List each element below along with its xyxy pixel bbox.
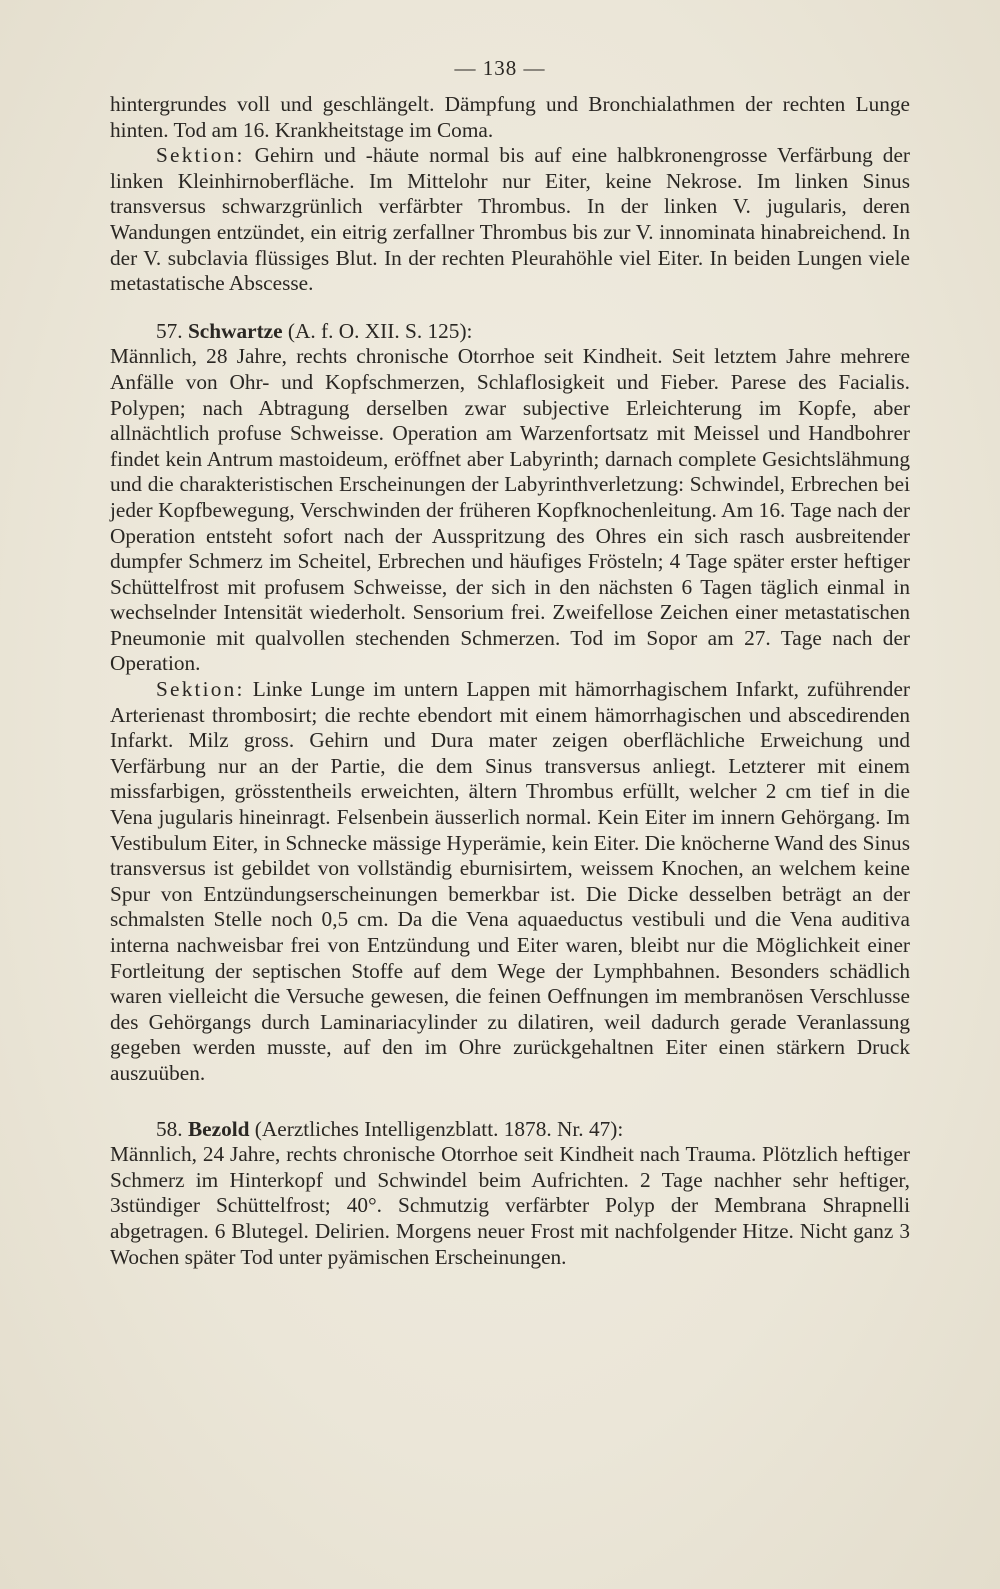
case-57-autopsy	[110, 677, 910, 1087]
case-57-history: Männlich, 28 Jahre, rechts chronische Otorrhoe seit Kindheit. Seit letztem Jahre mehrere Anfälle von Ohr- und Kopfschmerzen, Schlaflosigkeit und Fieber. Parese des Facialis. Polypen; nach Abtragung derselben zwar subjective Erleichterung im Kopfe, aber allnächtlich profuse Schweisse. Operation am Warzenfortsatz mit Meissel und Handbohrer findet kein Antrum mastoideum, eröffnet aber Labyrinth; darnach complete Gesichtslähmung und die charakteristischen Erscheinungen der Labyrinthverletzung: Schwindel, Erbrechen bei jeder Kopfbewegung, Verschwinden der früheren Kopfknochenleitung. Am 16. Tage nach der Operation entsteht sofort nach der Ausspritzung des Ohres ein sich rasch ausbreitender dumpfer Schmerz im Scheitel, Erbrechen und häufiges Frösteln; 4 Tage später erster heftiger Schüttelfrost mit profusem Schweisse, der sich in den nächsten 6 Tagen täglich einmal in wechselnder Intensität wiederholt. Sensorium frei. Zweifellose Zeichen einer metastatischen Pneumonie mit qualvollen stechenden Schmerzen. Tod im Sopor am 27. Tage nach der Operation.	[110, 344, 910, 676]
case-58-citation: (Aerztliches Intelligenzblatt. 1878. Nr. 47):	[249, 1116, 624, 1141]
text-column	[110, 92, 910, 1270]
autopsy-text: Linke Lunge im untern Lappen mit hämorrhagischem Infarkt, zuführender Arterienast thrombosirt; die rechte ebendort mit einem hämorrhagischen und abscedirenden Infarkt. Milz gross. Gehirn und Dura mater zeigen oberflächliche Erweichung und Verfärbung nur an der Partie, die dem Sinus transversus anliegt. Letzterer mit einem missfarbigen, grösstentheils erweichten, ältern Thrombus erfüllt, welcher 2 cm tief in die Vena jugularis hineinragt. Felsenbein äusserlich normal. Kein Eiter im innern Gehörgang. Im Vestibulum Eiter, in Schnecke mässige Hyperämie, kein Eiter. Die knöcherne Wand des Sinus transversus ist gebildet von vollständig eburnisirtem, weissem Knochen, an welchem keine Spur von Entzündungserscheinungen bemerkbar ist. Die Dicke desselben beträgt an der schmalsten Stelle noch 0,5 cm. Da die Vena aquaeductus vestibuli und die Vena auditiva interna nachweisbar frei von Entzündung und Eiter waren, bleibt nur die Möglichkeit einer Fortleitung der septischen Stoffe auf dem Wege der Lymphbahnen. Besonders schädlich waren vielleicht die Versuche gewesen, die feinen Oeffnungen im membranösen Verschlusse des Gehörgangs durch Laminariacylinder zu dilatiren, weil dadurch gerade Veranlassung gegeben werden musste, auf den im Ohre zurückgehaltnen Eiter einen stärkern Druck auszuüben.	[110, 677, 910, 1085]
case-58-history: Männlich, 24 Jahre, rechts chronische Otorrhoe seit Kindheit nach Trauma. Plötzlich heftiger Schmerz im Hinterkopf und Schwindel beim Aufrichten. 2 Tage nachher sehr heftiger, 3stündiger Schüttelfrost; 40°. Schmutzig verfärbter Polyp der Membrana Shrapnelli abgetragen. 6 Blutegel. Delirien. Morgens neuer Frost mit nachfolgender Hitze. Nicht ganz 3 Wochen später Tod unter pyämischen Erscheinungen.	[110, 1142, 910, 1269]
case-57-number: 57.	[156, 318, 183, 343]
case-58-number: 58.	[156, 1116, 183, 1141]
autopsy-label: Sektion:	[156, 143, 245, 168]
case-58-heading	[110, 1117, 910, 1143]
case-continuation-autopsy	[110, 143, 910, 297]
autopsy-label: Sektion:	[156, 677, 245, 702]
page-number: — 138 —	[454, 56, 546, 80]
case-58-author: Bezold	[187, 1116, 250, 1141]
autopsy-text: Gehirn und -häute normal bis auf eine halbkronengrosse Verfärbung der linken Kleinhirnoberfläche. Im Mittelohr nur Eiter, keine Nekrose. Im linken Sinus transversus schwarzgrünlich verfärbter Thrombus. In der linken V. jugularis, deren Wandungen entzündet, ein eitrig zerfallner Thrombus bis zur V. innominata hinabreichend. In der V. subclavia flüssiges Blut. In der rechten Pleurahöhle viel Eiter. In beiden Lungen viele metastatische Abscesse.	[110, 143, 910, 296]
case-57-heading	[110, 319, 910, 345]
case-57-citation: (A. f. O. XII. S. 125):	[282, 318, 473, 343]
case-57-author: Schwartze	[187, 318, 283, 343]
case-continuation-paragraph: hintergrundes voll und geschlängelt. Dämpfung und Bronchialathmen der rechten Lunge hinten. Tod am 16. Krankheitstage im Coma.	[110, 92, 910, 142]
